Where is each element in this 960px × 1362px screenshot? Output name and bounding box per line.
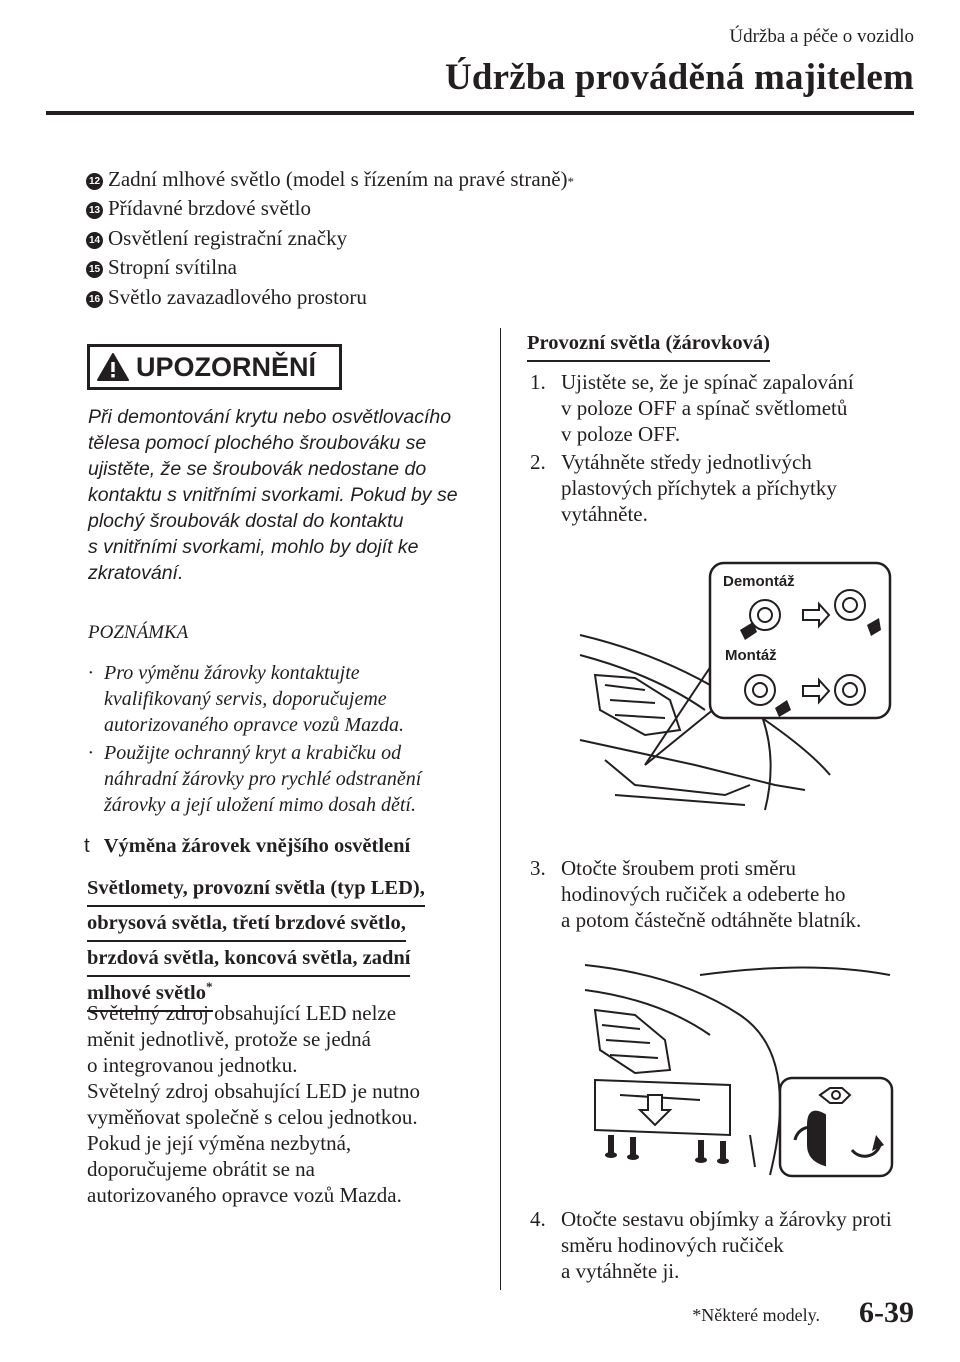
step-line: Vytáhněte středy jednotlivých (561, 450, 812, 474)
led-heading-line: mlhové světlo (87, 982, 206, 1004)
number-badge: 12 (86, 173, 103, 190)
step-line: vytáhněte. (561, 502, 648, 526)
list-item-text: Osvětlení registrační značky (108, 226, 348, 250)
list-item-text: Přídavné brzdové světlo (108, 196, 311, 220)
step (530, 855, 920, 933)
step-line: směru hodinových ručiček (561, 1233, 784, 1257)
bullet-line: Použijte ochranný kryt a krabičku od (104, 742, 402, 764)
warning-line: plochý šroubovák dostal do kontaktu (88, 510, 404, 532)
warning-line: ujistěte, že se šroubovák nedostane do (88, 458, 427, 480)
section-heading (84, 834, 410, 858)
body-line: vyměňovat společně s celou jednotkou. (87, 1105, 418, 1129)
page-title: Údržba prováděná majitelem (444, 57, 914, 98)
warning-line: kontaktu s vnitřními svorkami. Pokud by se (88, 484, 458, 506)
bullet-line: náhradní žárovky pro rychlé odstranění (104, 768, 422, 790)
step-line: Otočte šroubem proti směru (561, 856, 797, 880)
bullet-dot: · (88, 742, 93, 764)
body-line: doporučujeme obrátit se na (87, 1157, 316, 1181)
step-number: 3. (530, 856, 546, 880)
number-badge: 13 (86, 202, 103, 219)
bolt-icon (605, 1135, 729, 1164)
list-item (86, 196, 311, 221)
figure-screw-removal (580, 955, 900, 1180)
led-heading (87, 872, 425, 1012)
footnote: *Některé modely. (692, 1305, 820, 1325)
step-number: 1. (530, 370, 546, 394)
step-number: 2. (530, 450, 546, 474)
step-line: plastových příchytek a příchytky (561, 476, 837, 500)
warning-line: tělesa pomocí plochého šroubováku se (88, 432, 427, 454)
warning-title: UPOZORNĚNÍ (136, 351, 317, 382)
footnote-marker: * (206, 979, 213, 995)
note-bullet (88, 740, 421, 818)
bullet-line: žárovky a její uložení mimo dosah dětí. (104, 794, 416, 816)
led-heading-line: Světlomety, provozní světla (typ LED), (87, 872, 425, 907)
column-divider (500, 328, 501, 1290)
step (530, 1206, 920, 1284)
led-heading-line: obrysová světla, třetí brzdové světlo, (87, 907, 406, 942)
body-line: Světelný zdroj obsahující LED nelze (87, 1001, 397, 1025)
warning-text (88, 404, 473, 586)
step-line: a potom částečně odtáhněte blatník. (561, 908, 862, 932)
step (530, 369, 920, 447)
label-install: Montáž (725, 647, 777, 664)
list-item: 12 Zadní mlhové světlo (model s řízením na pravé straně) * (86, 167, 574, 192)
step-number: 4. (530, 1207, 546, 1231)
arrow-down-icon (640, 1095, 670, 1125)
section-glyph: t (84, 834, 90, 857)
note-bullet (88, 660, 404, 738)
right-heading (527, 327, 770, 362)
step-line: Ujistěte se, že je spínač zapalování (561, 370, 854, 394)
led-heading-line: brzdová světla, koncová světla, zadní (87, 942, 410, 977)
step-line: v poloze OFF. (561, 422, 681, 446)
warning-line: Při demontování krytu nebo osvětlovacího (88, 406, 452, 428)
list-item-text: Světlo zavazadlového prostoru (108, 285, 367, 309)
number-badge: 15 (86, 261, 103, 278)
step-line: hodinových ručiček a odeberte ho (561, 882, 846, 906)
bullet-line: autorizovaného opravce vozů Mazda. (104, 714, 404, 736)
bullet-line: Pro výměnu žárovky kontaktujte (104, 662, 360, 684)
body-line: Světelný zdroj obsahující LED je nutno (87, 1079, 421, 1103)
body-line: měnit jednotlivě, protože se jedná (87, 1027, 371, 1051)
warning-box (87, 344, 342, 390)
bullet-line: kvalifikovaný servis, doporučujeme (104, 688, 387, 710)
body-line: Pokud je její výměna nezbytná, (87, 1131, 352, 1155)
step (530, 449, 920, 527)
list-item-text: Zadní mlhové světlo (model s řízením na pravé straně) (108, 167, 568, 191)
number-badge: 14 (86, 232, 103, 249)
list-item (86, 285, 367, 310)
section-title: Údržba a péče o vozidlo (729, 26, 914, 47)
warning-line: zkratování. (88, 562, 184, 584)
number-badge: 16 (86, 291, 103, 308)
list-item (86, 226, 347, 251)
section-heading-text: Výměna žárovek vnějšího osvětlení (103, 835, 411, 857)
header-rule (46, 111, 914, 115)
bullet-dot: · (88, 662, 93, 684)
label-remove: Demontáž (723, 573, 795, 590)
note-heading: POZNÁMKA (88, 622, 189, 643)
warning-icon (96, 352, 130, 382)
body-line: autorizovaného opravce vozů Mazda. (87, 1183, 402, 1207)
figure-clip-removal (575, 560, 895, 830)
led-body (87, 1000, 420, 1208)
body-line: o integrovanou jednotku. (87, 1053, 298, 1077)
list-item-text: Stropní svítilna (108, 255, 237, 279)
step-line: v poloze OFF a spínač světlometů (561, 396, 848, 420)
right-heading-text: Provozní světla (žárovková) (527, 327, 770, 362)
step-line: a vytáhněte ji. (561, 1259, 680, 1283)
list-item (86, 255, 237, 280)
warning-line: s vnitřními svorkami, mohlo by dojít ke (88, 536, 419, 558)
step-line: Otočte sestavu objímky a žárovky proti (561, 1207, 892, 1231)
page-number: 6-39 (859, 1296, 914, 1329)
